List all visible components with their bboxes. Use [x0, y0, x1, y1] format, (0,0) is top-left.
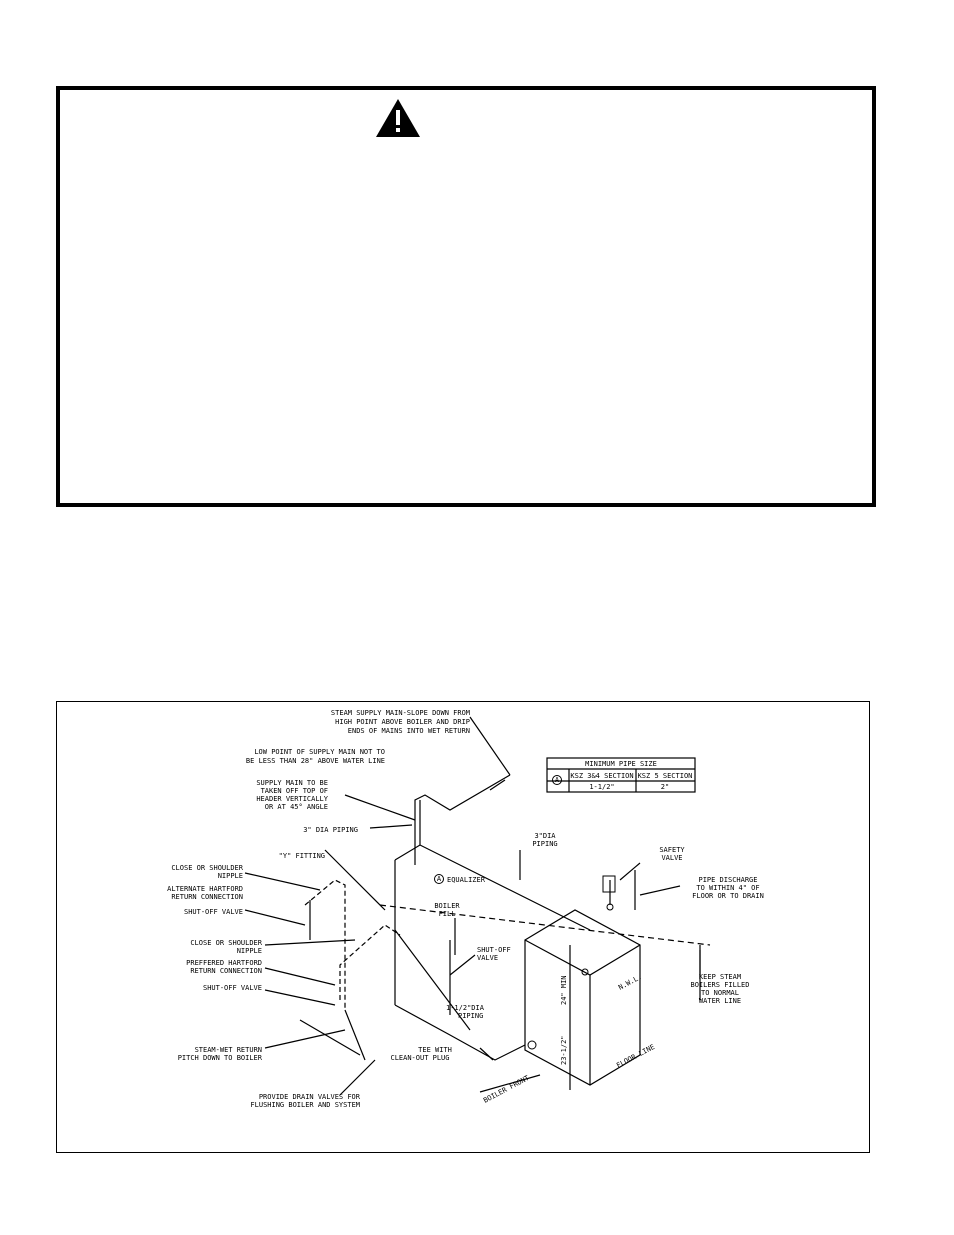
label-keep-steam-2: BOILERS FILLED: [690, 981, 750, 989]
label-tee-2: CLEAN-OUT PLUG: [390, 1054, 450, 1062]
label-pipe-discharge-2: TO WITHIN 4" OF: [696, 884, 760, 892]
hartford-alt: [305, 880, 345, 1010]
label-shutoff-upper: SHUT-OFF VALVE: [183, 908, 243, 916]
label-low-point-1: LOW POINT OF SUPPLY MAIN NOT TO: [254, 748, 385, 756]
label-close-nipple-low-1: CLOSE OR SHOULDER: [190, 939, 262, 947]
label-steam-wet-1: STEAM-WET RETURN: [194, 1046, 262, 1054]
label-dia-piping-right-2: PIPING: [532, 840, 558, 848]
label-keep-steam-4: WATER LINE: [698, 997, 742, 1005]
label-y-fitting: "Y" FITTING: [278, 852, 325, 860]
label-piping-112-1: 1-1/2"DIA: [446, 1004, 484, 1012]
label-equalizer: EQUALIZER: [447, 876, 485, 884]
label-dim-24: 24" MIN: [560, 975, 568, 1005]
label-nwl: N.W.L.: [617, 972, 644, 992]
label-safety-valve-1: SAFETY: [659, 846, 685, 854]
label-steam-supply-3: ENDS OF MAINS INTO WET RETURN: [347, 727, 470, 735]
label-dim-23: 23-1/2": [560, 1035, 568, 1065]
label-pref-hartford-2: RETURN CONNECTION: [190, 967, 262, 975]
label-piping-112-2: PIPING: [458, 1012, 484, 1020]
label-close-nipple-low-2: NIPPLE: [236, 947, 262, 955]
label-supply-taken-2: TAKEN OFF TOP OF: [260, 787, 328, 795]
label-close-nipple-top-1: CLOSE OR SHOULDER: [171, 864, 243, 872]
hartford-pref: [340, 925, 400, 1000]
label-alt-hartford-1: ALTERNATE HARTFORD: [167, 885, 243, 893]
label-supply-taken-4: OR AT 45° ANGLE: [264, 803, 328, 811]
label-steam-supply-1: STEAM SUPPLY MAIN-SLOPE DOWN FROM: [330, 709, 470, 717]
label-callout-a: A: [436, 875, 442, 883]
label-alt-hartford-2: RETURN CONNECTION: [171, 893, 243, 901]
label-shutoff-fill-1: SHUT-OFF: [477, 946, 511, 954]
label-supply-taken-3: HEADER VERTICALLY: [256, 795, 328, 803]
label-pref-hartford-1: PREFFERED HARTFORD: [186, 959, 262, 967]
supply-riser: [415, 775, 510, 865]
label-steam-supply-2: HIGH POINT ABOVE BOILER AND DRIP: [335, 718, 470, 726]
table-key: A: [554, 776, 560, 784]
table-title: MINIMUM PIPE SIZE: [585, 760, 657, 768]
table-col2-value: 2": [660, 783, 670, 791]
label-dia-piping-left: 3" DIA PIPING: [303, 826, 358, 834]
label-drain-valves-1: PROVIDE DRAIN VALVES FOR: [258, 1093, 360, 1101]
label-shutoff-fill-2: VALVE: [477, 954, 499, 962]
header-pipe: [395, 845, 590, 930]
label-boiler-front: BOILER FRONT: [482, 1073, 531, 1105]
label-shutoff-lower: SHUT-OFF VALVE: [202, 984, 262, 992]
label-pipe-discharge-1: PIPE DISCHARGE: [698, 876, 758, 884]
water-line: [380, 905, 710, 945]
label-drain-valves-2: FLUSHING BOILER AND SYSTEM: [250, 1101, 360, 1109]
label-keep-steam-3: TO NORMAL: [701, 989, 739, 997]
label-boiler-fill-1: BOILER: [434, 902, 460, 910]
label-supply-taken-1: SUPPLY MAIN TO BE: [256, 779, 328, 787]
label-boiler-fill-2: FILL: [438, 910, 456, 918]
label-safety-valve-2: VALVE: [661, 854, 683, 862]
label-low-point-2: BE LESS THAN 28" ABOVE WATER LINE: [245, 757, 385, 765]
table-col1-header: KSZ 3&4 SECTION: [570, 772, 634, 780]
label-pipe-discharge-3: FLOOR OR TO DRAIN: [692, 892, 764, 900]
label-close-nipple-top-2: NIPPLE: [217, 872, 243, 880]
label-tee-1: TEE WITH: [418, 1046, 452, 1054]
label-dia-piping-right-1: 3"DIA: [534, 832, 556, 840]
label-floor-line: FLOOR LINE: [615, 1042, 657, 1070]
label-keep-steam-1: KEEP STEAM: [698, 973, 742, 981]
table-col1-value: 1-1/2": [589, 783, 615, 791]
label-steam-wet-2: PITCH DOWN TO BOILER: [177, 1054, 262, 1062]
table-col2-header: KSZ 5 SECTION: [637, 772, 693, 780]
